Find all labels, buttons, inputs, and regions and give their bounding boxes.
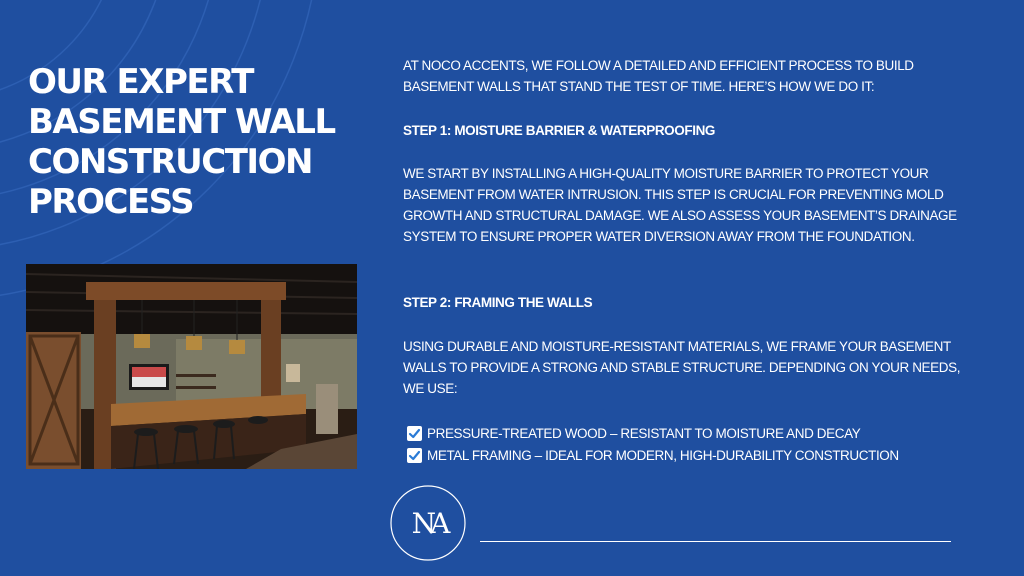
list-item — [407, 422, 899, 444]
page-title — [28, 62, 368, 222]
check-icon — [407, 448, 422, 463]
title-line: OUR EXPERT — [28, 62, 253, 102]
intro-paragraph: AT NOCO ACCENTS, WE FOLLOW A DETAILED AND EFFICIENT PROCESS TO BUILD BASEMENT WALLS THAT STAND THE TEST OF TIME. HERE’S HOW WE DO IT: — [403, 58, 914, 94]
title-line: BASEMENT WALL — [28, 102, 335, 142]
list-item — [407, 444, 899, 466]
step-1-body: WE START BY INSTALLING A HIGH-QUALITY MOISTURE BARRIER TO PROTECT YOUR BASEMENT FROM WATER INTRUSION. THIS STEP IS CRUCIAL FOR PREVENTING MOLD GROWTH AND STRUCTURAL DAMAGE. WE ALSO ASSESS YOUR BASEMENT’S DRAINAGE SYSTEM TO ENSURE PROPER WATER DIVERSION AWAY FROM THE FOUNDATION. — [403, 166, 957, 244]
divider-line — [480, 541, 951, 542]
title-line: CONSTRUCTION — [28, 142, 312, 182]
check-icon — [407, 426, 422, 441]
list-item-label: PRESSURE-TREATED WOOD – RESISTANT TO MOISTURE AND DECAY — [427, 425, 861, 441]
step-2-heading: STEP 2: FRAMING THE WALLS — [403, 295, 593, 310]
step-1-heading: STEP 1: MOISTURE BARRIER & WATERPROOFING — [403, 123, 716, 138]
basement-bar-photo — [26, 264, 357, 469]
logo-monogram — [389, 484, 467, 562]
step-2-body: USING DURABLE AND MOISTURE-RESISTANT MATERIALS, WE FRAME YOUR BASEMENT WALLS TO PROVIDE A STRONG AND STABLE STRUCTURE. DEPENDING ON YOUR NEEDS, WE USE: — [403, 339, 961, 396]
title-line: PROCESS — [28, 182, 194, 222]
list-item-label: METAL FRAMING – IDEAL FOR MODERN, HIGH-DURABILITY CONSTRUCTION — [427, 447, 899, 463]
framing-options-list — [407, 422, 899, 466]
logo-letters: NA — [411, 507, 445, 540]
